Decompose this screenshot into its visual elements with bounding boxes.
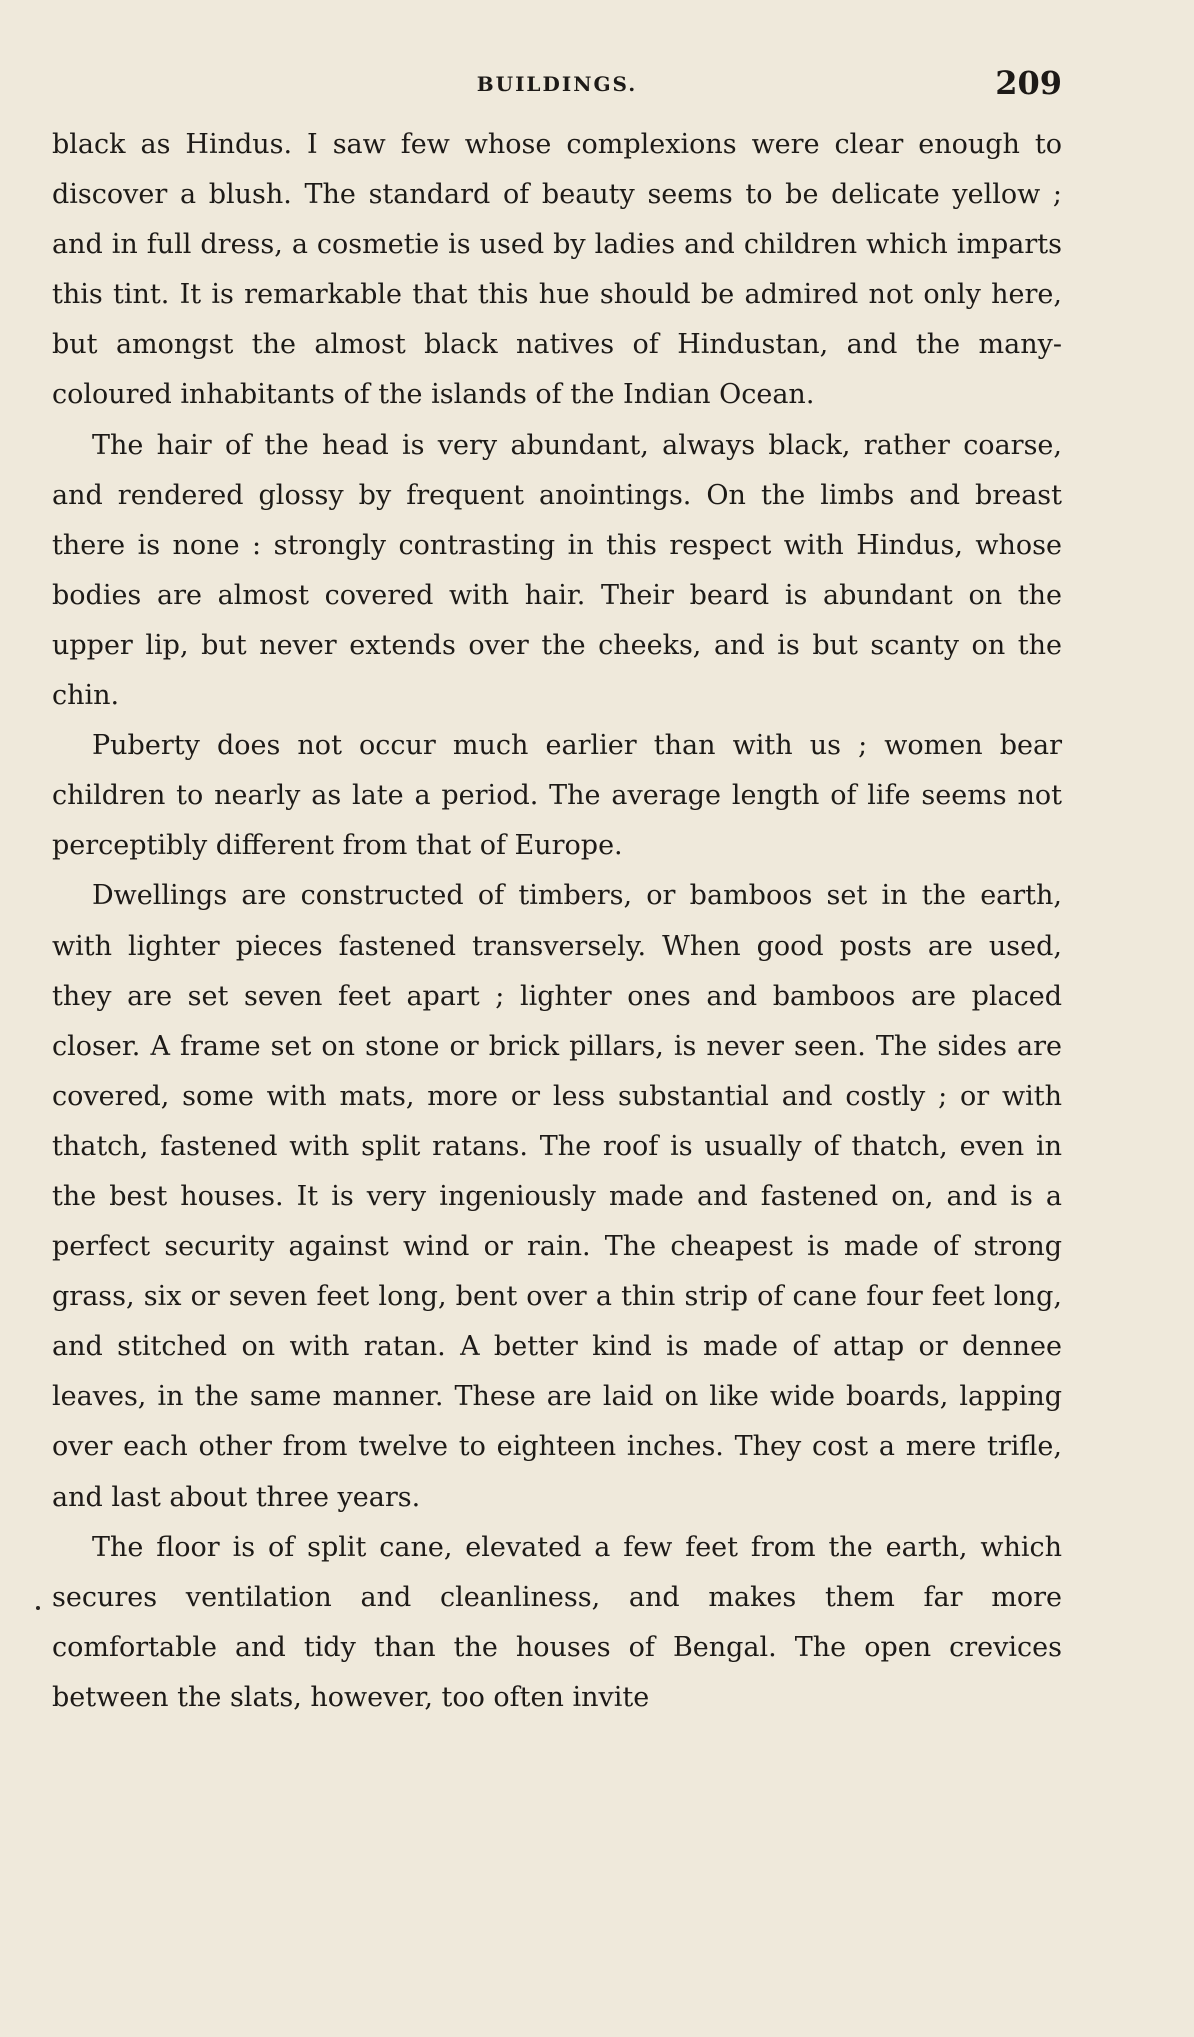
paragraph-dwellings: Dwellings are constructed of timbers, or bamboos set in the earth, with lighter pieces fastened transversely. When good posts are used, they are set seven feet apart ; lighter ones and bamboos are placed closer. A frame set on stone or brick pillars, is never seen. The sides are covered, some with mats, more or less substantial and costly ; or with thatch, fastened with split ratans. The roof is usually of thatch, even in the best houses. It is very ingeniously made and fastened on, and is a perfect security against wind or rain. The cheapest is made of strong grass, six or seven feet long, bent over a thin strip of cane four feet long, and stitched on with ratan. A better kind is made of attap or dennee leaves, in the same manner. These are laid on like wide boards, lapping over each other from twelve to eighteen inches. They cost a mere trifle, and last about three years. bbox=[52, 880, 1062, 1513]
page-number: 209 bbox=[995, 64, 1062, 102]
margin-mark bbox=[36, 1606, 40, 1610]
paragraph-puberty: Puberty does not occur much earlier than with us ; women bear children to nearly as late a period. The average length of life seems not perceptibly different from that of Europe. bbox=[52, 730, 1062, 862]
paragraph-floor: The floor is of split cane, elevated a few feet from the earth, which secures ventilation and cleanliness, and makes them far more comfortable and tidy than the houses of Bengal. The open crevices between the slats, however, too often invite bbox=[52, 1531, 1062, 1713]
running-head bbox=[52, 64, 1062, 110]
paragraph-hair: The hair of the head is very abundant, always black, rather coarse, and rendered glossy by frequent anointings. On the limbs and breast there is none : strongly contrasting in this respect with Hindus, whose bodies are almost covered with hair. Their beard is abundant on the upper lip, but never extends over the cheeks, and is but scanty on the chin. bbox=[52, 429, 1062, 712]
paragraph-continuation: black as Hindus. I saw few whose complexions were clear enough to discover a blush. The standard of beauty seems to be delicate yellow ; and in full dress, a cosmetie is used by ladies and children which imparts this tint. It is remarkable that this hue should be admired not only here, but amongst the almost black natives of Hindustan, and the many-coloured inhabitants of the islands of the Indian Ocean. bbox=[52, 129, 1062, 411]
body-text bbox=[52, 120, 1062, 1723]
running-title: BUILDINGS. bbox=[476, 72, 638, 96]
